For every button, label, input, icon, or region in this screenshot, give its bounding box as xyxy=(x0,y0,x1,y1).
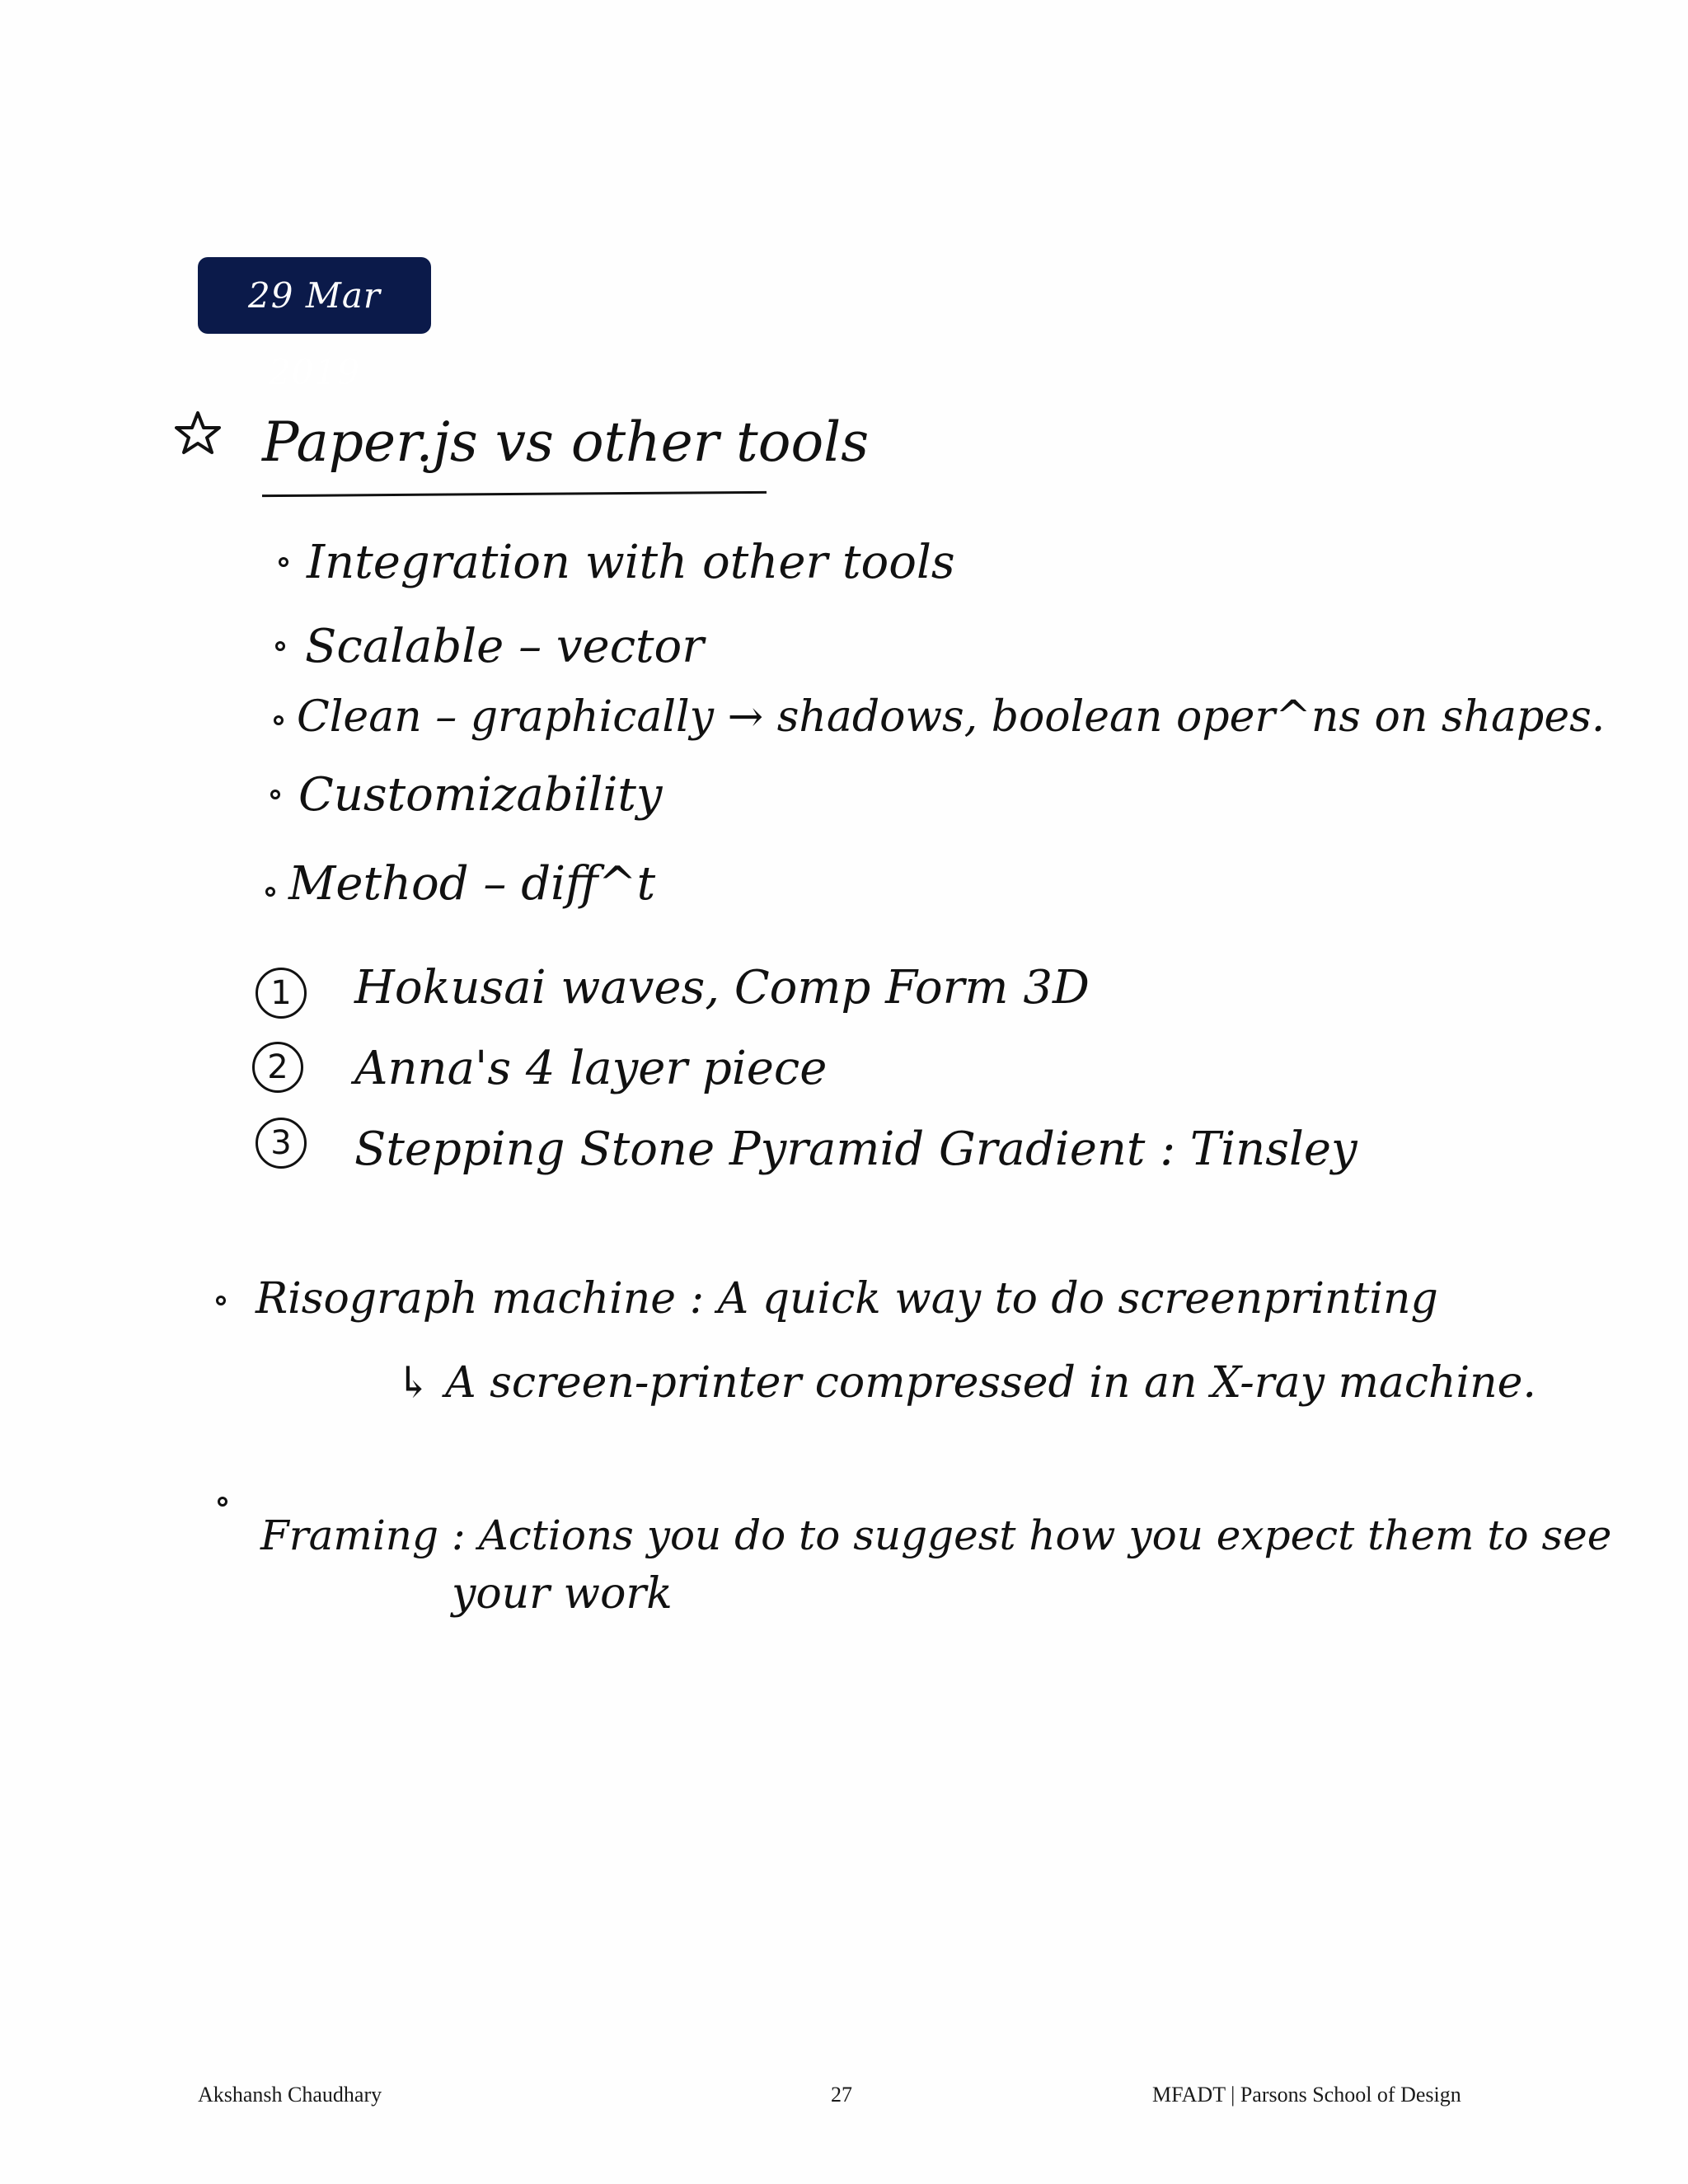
bullet-icon xyxy=(270,790,280,799)
bullet-icon xyxy=(265,887,275,897)
bullet-icon xyxy=(279,557,288,567)
bullet-icon xyxy=(218,1497,227,1507)
bullet-icon xyxy=(275,641,285,651)
bullet-icon xyxy=(274,715,284,725)
page-heading: Paper.js vs other tools xyxy=(262,410,870,474)
star-icon xyxy=(175,410,221,456)
feature-item: Customizability xyxy=(298,768,663,822)
number-circle-icon: 2 xyxy=(252,1042,303,1093)
footer-page-number: 27 xyxy=(831,2083,852,2107)
number-circle-icon: 3 xyxy=(256,1118,307,1169)
framing-note: Framing : Actions you do to suggest how you expect them to see xyxy=(260,1511,1612,1559)
risograph-note: Risograph machine : A quick way to do screenprinting xyxy=(256,1274,1438,1324)
feature-item: Clean – graphically → shadows, boolean oper^ns on shapes. xyxy=(297,692,1606,742)
date-badge: 29 Mar 2019 xyxy=(198,257,431,334)
example-item: Hokusai waves, Comp Form 3D xyxy=(354,961,1090,1015)
number-circle-icon: 1 xyxy=(256,968,307,1019)
example-item: Stepping Stone Pyramid Gradient : Tinsley xyxy=(354,1122,1357,1176)
footer-program: MFADT | Parsons School of Design xyxy=(1152,2083,1461,2107)
example-item: Anna's 4 layer piece xyxy=(354,1042,828,1095)
feature-item: Scalable – vector xyxy=(305,620,705,673)
heading-underline xyxy=(262,491,767,497)
feature-item: Integration with other tools xyxy=(307,536,955,589)
risograph-subnote: ↳ A screen-printer compressed in an X-ray machine. xyxy=(396,1358,1536,1408)
footer-author: Akshansh Chaudhary xyxy=(198,2083,382,2107)
feature-item: Method – diff^t xyxy=(288,857,656,911)
bullet-icon xyxy=(216,1296,226,1305)
framing-note-continued: your work xyxy=(452,1569,673,1619)
